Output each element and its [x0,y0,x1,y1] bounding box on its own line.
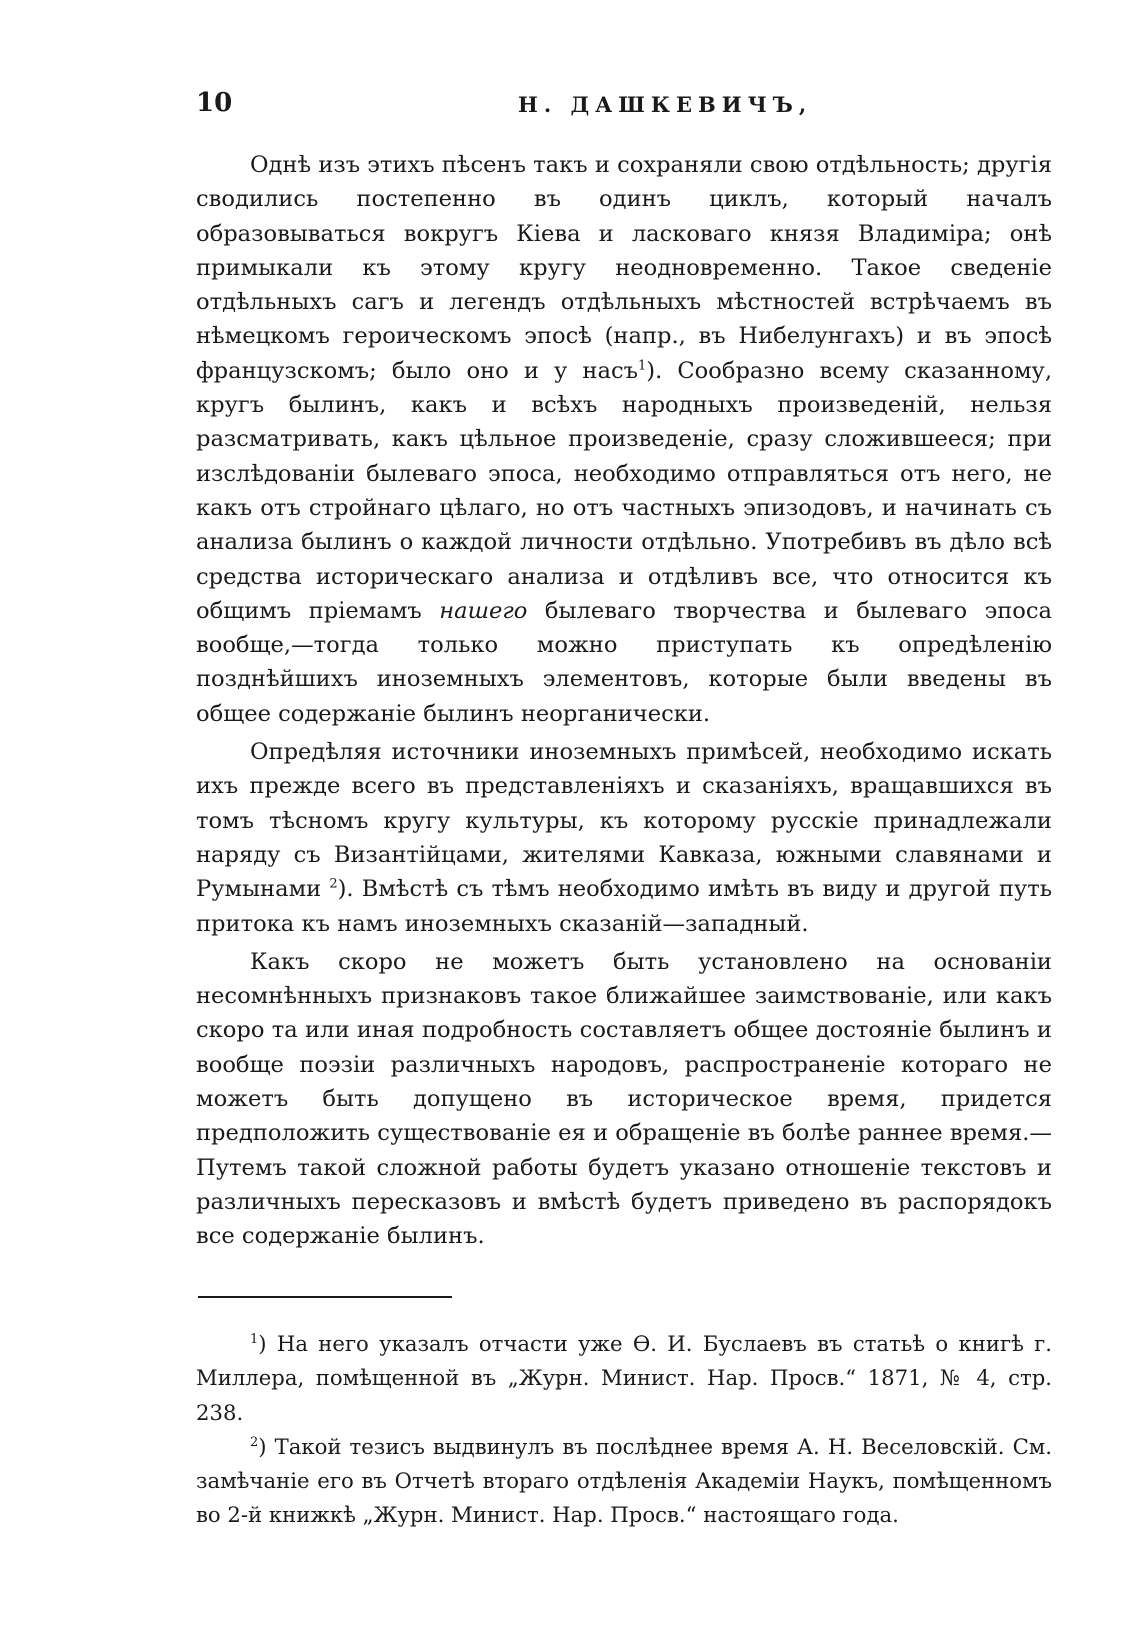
footnote-ref-2: 2 [329,876,338,892]
paragraph-1-text-c: былеваго творчества и былеваго эпоса вообще,—тогда только можно приступать къ опредѣленію позднѣйшихъ иноземныхъ элементовъ, которые были введены въ общее содержаніе былинъ неорганически. [196,597,1053,727]
footnote-1-text: ) На него указалъ отчасти уже Ѳ. И. Буслаевъ въ статьѣ о книгѣ г. Миллера, помѣщенной въ „Журн. Минист. Нар. Просв.“ 1871, № 4, стр. 238. [196,1331,1052,1425]
paragraph-1-italic-word: нашего [439,597,528,624]
running-head: Н. ДАШКЕВИЧЪ, [518,92,813,117]
footnote-1-mark: 1 [250,1331,259,1347]
page-header [196,88,1048,128]
footnote-2-text: ) Такой тезисъ выдвинулъ въ послѣднее время А. Н. Веселовскій. См. замѣчаніе его въ Отчетѣ втораго отдѣленія Академіи Наукъ, помѣщенномъ во 2-й книжкѣ „Журн. Минист. Нар. Просв.“ настоящаго года. [196,1433,1052,1528]
footnote-1 [196,1327,1052,1430]
footnote-2-mark: 2 [250,1434,259,1450]
paragraph-1-text-a: Однѣ изъ этихъ пѣсенъ такъ и сохраняли свою отдѣльность; другія сводились постепенно въ одинъ циклъ, который началъ образовываться вокругъ Кіева и ласковаго князя Владиміра; онѣ примыкали къ этому кругу неодновременно. Такое сведеніе отдѣльныхъ сагъ и легендъ отдѣльныхъ мѣстностей встрѣчаемъ въ нѣмецкомъ героическомъ эпосѣ (напр., въ Нибелунгахъ) и въ эпосѣ французскомъ; было оно и у насъ [196,152,1052,384]
paragraph-3: Какъ скоро не можетъ быть установлено на основаніи несомнѣнныхъ признаковъ такое ближайшее заимствованіе, или какъ скоро та или иная подробность составляетъ общее достояніе былинъ и вообще поэзіи различныхъ народовъ, распространеніе котораго не можетъ быть допущено въ историческое время, придется предположить существованіе ея и обращеніе въ болѣе раннее время.—Путемъ такой сложной работы будетъ указано отношеніе текстовъ и различныхъ пересказовъ и вмѣстѣ будетъ приведено въ распорядокъ все содержаніе былинъ. [196,948,1052,1250]
paragraph-1 [196,148,1052,731]
page-number: 10 [196,88,233,118]
footnote-divider [198,1296,452,1298]
paragraph-2 [196,735,1052,941]
main-text [196,148,1052,1254]
footnote-2 [196,1430,1052,1533]
paragraph-1-text-b: ). Сообразно всему сказанному, кругъ былинъ, какъ и всѣхъ народныхъ произведеній, нельзя разсматривать, какъ цѣльное произведеніе, сразу сложившееся; при изслѣдованіи былеваго эпоса, необходимо отправляться отъ него, не какъ отъ стройнаго цѣлаго, но отъ частныхъ эпизодовъ, и начинать съ анализа былинъ о каждой личности отдѣльно. Употребивъ въ дѣло всѣ средства историческаго анализа и отдѣливъ все, что относится къ общимъ пріемамъ [196,357,1052,624]
paragraph-2-text-b: ). Вмѣстѣ съ тѣмъ необходимо имѣть въ виду и другой путь притока къ намъ иноземныхъ сказаній—западный. [196,876,1052,937]
footnotes [196,1327,1052,1533]
footnote-ref-1: 1 [637,358,647,374]
paragraph-2-text-a: Опредѣляя источники иноземныхъ примѣсей, необходимо искать ихъ прежде всего въ представленіяхъ и сказаніяхъ, вращавшихся въ томъ тѣсномъ кругу культуры, къ которому русскіе принадлежали наряду съ Византійцами, жителями Кавказа, южными славянами и Румынами [196,739,1052,903]
